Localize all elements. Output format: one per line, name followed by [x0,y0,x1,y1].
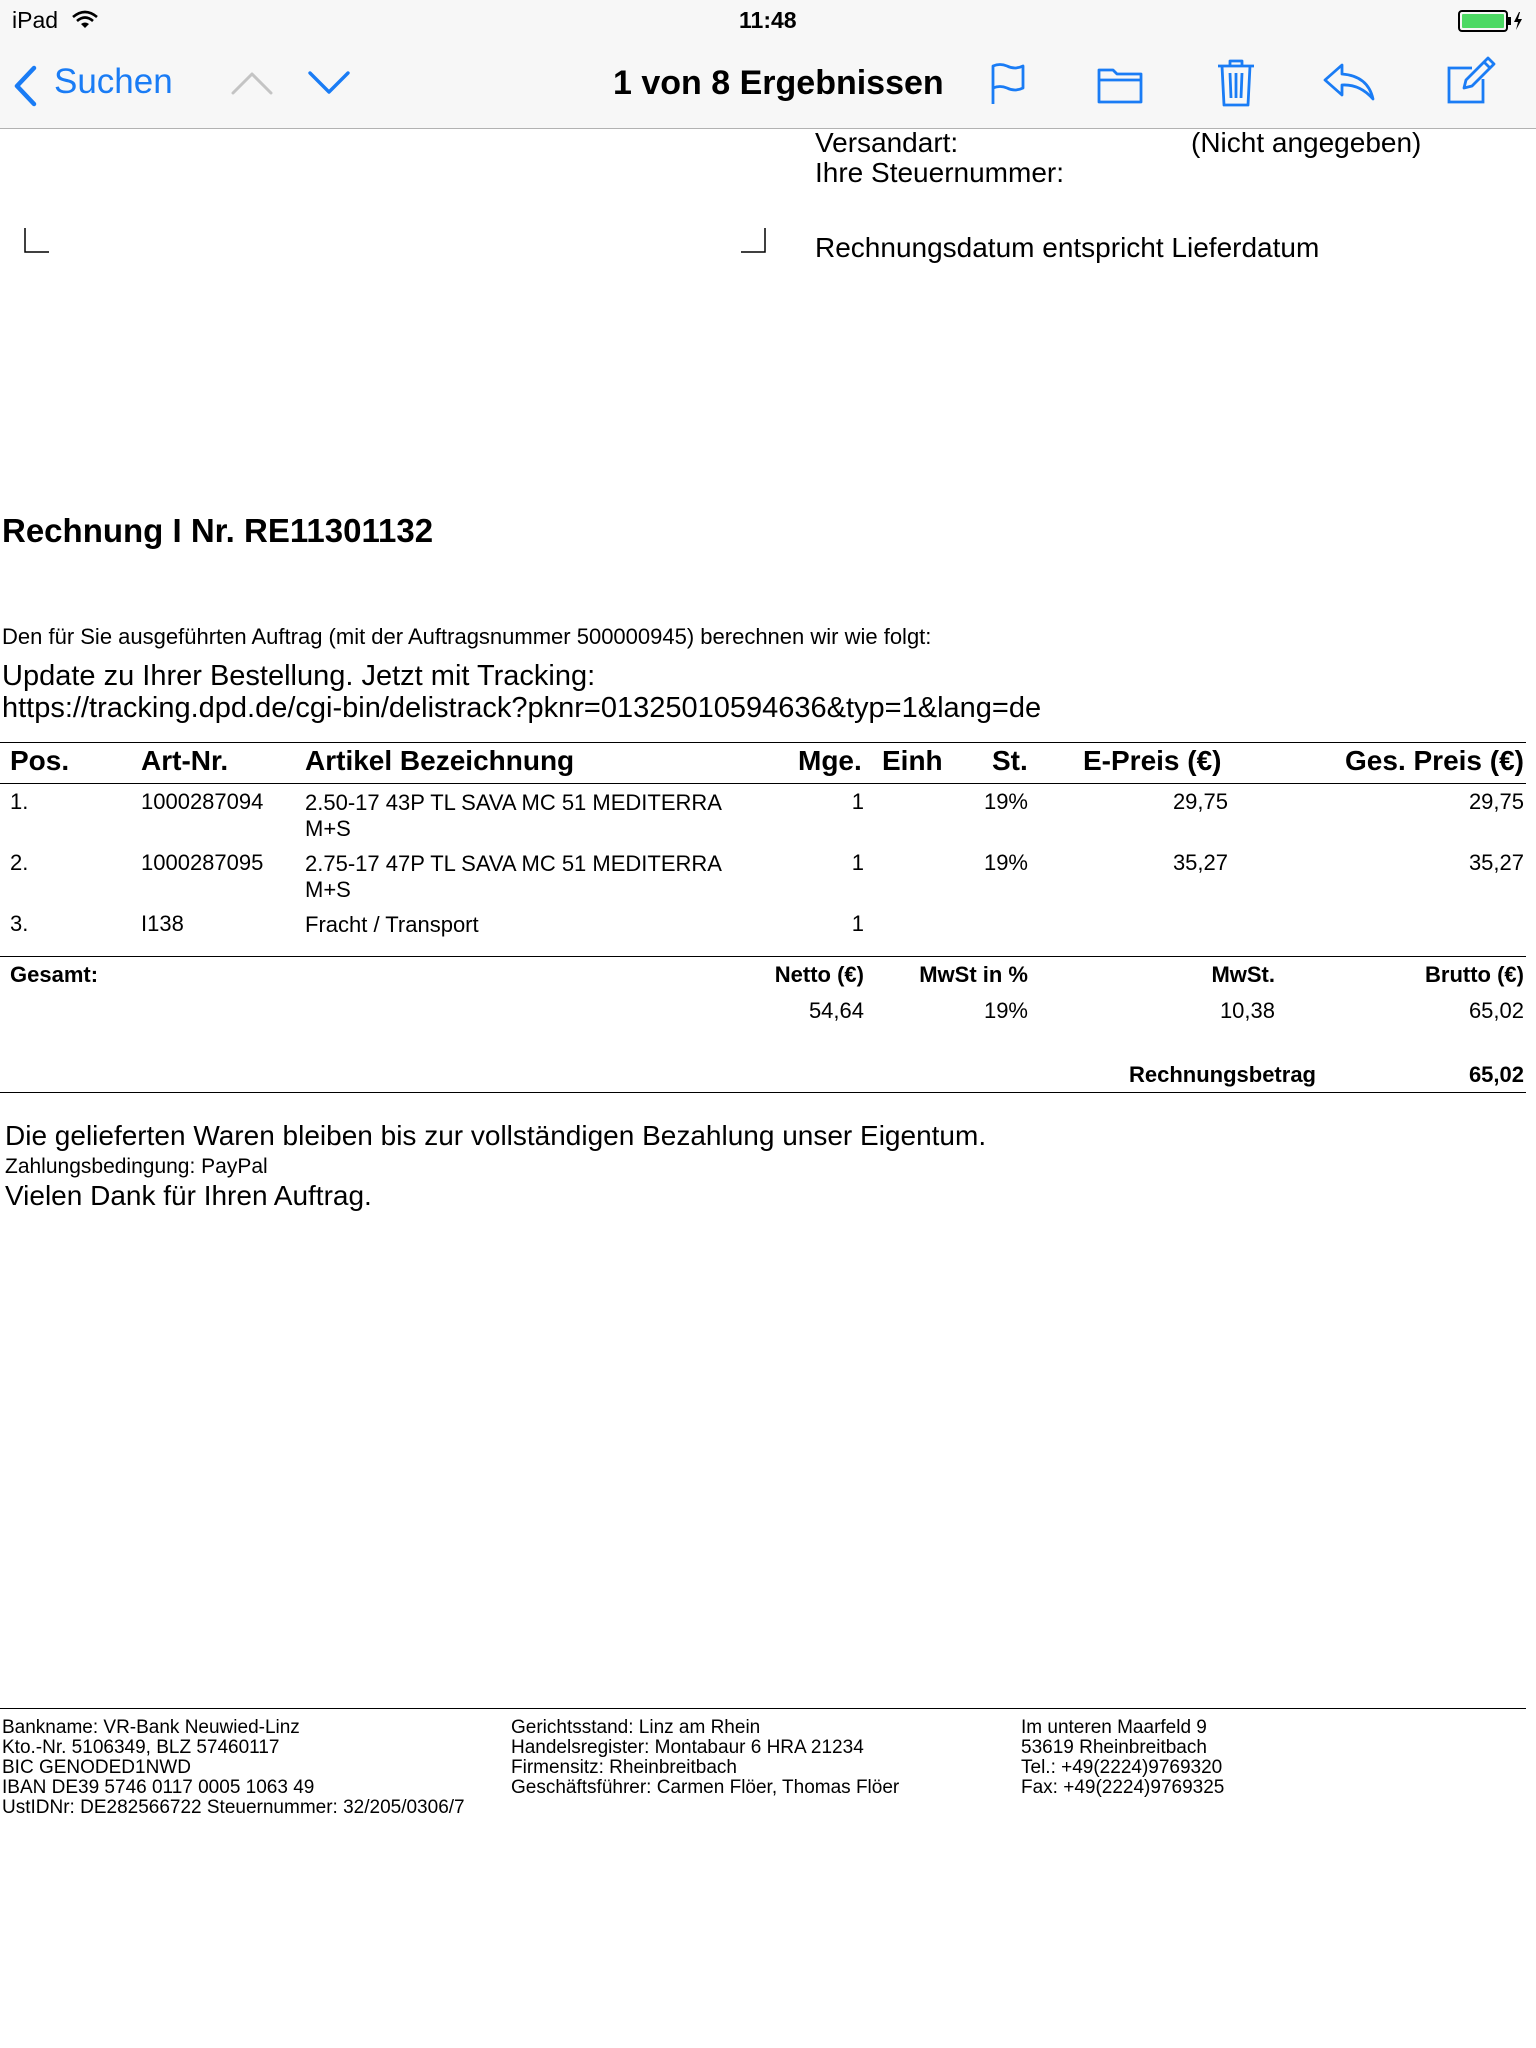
footer-line: Gerichtsstand: Linz am Rhein [511,1717,761,1738]
back-label: Suchen [54,62,173,101]
gross-label: Brutto (€) [1425,962,1524,987]
footer-line: Kto.-Nr. 5106349, BLZ 57460117 [2,1737,280,1758]
vat-label: MwSt. [1211,962,1275,987]
wifi-icon [72,10,98,30]
row-description: 2.50-17 43P TL SAVA MC 51 MEDITERRA [305,790,722,815]
trash-icon[interactable] [1216,58,1256,108]
row-unit-price: 29,75 [1172,789,1228,814]
footer-line: IBAN DE39 5746 0117 0005 1063 49 [2,1777,315,1798]
gross-value: 65,02 [1468,998,1524,1023]
shipping-value: (Nicht angegeben) [1191,127,1422,158]
clock: 11:48 [739,7,797,33]
row-total-price: 35,27 [1468,850,1524,875]
col-header-description: Artikel Bezeichnung [305,745,575,776]
flag-icon[interactable] [990,62,1026,106]
address-window-corner-icon [740,228,766,254]
col-header-total-price: Ges. Preis (€) [1345,745,1524,776]
footer-line: Fax: +49(2224)9769325 [1021,1777,1225,1798]
row-pos: 2. [10,850,29,875]
chevron-down-icon[interactable] [307,70,351,96]
invoice-intro: Den für Sie ausgeführten Auftrag (mit der Auftragsnummer 500000945) berechnen wir wie folgt: [2,624,932,649]
row-quantity: 1 [851,850,864,875]
battery-icon [1458,10,1524,32]
row-pos: 1. [10,789,29,814]
tracking-link[interactable]: https://tracking.dpd.de/cgi-bin/delistrack?pknr=01325010594636&typ=1&lang=de [2,692,1042,724]
invoice-title: Rechnung I Nr. RE11301132 [2,512,434,549]
navigation-bar [0,0,1536,129]
row-art-nr: 1000287094 [141,789,264,814]
footer-line: Firmensitz: Rheinbreitbach [511,1757,737,1778]
thanks-note: Vielen Dank für Ihren Auftrag. [5,1180,372,1211]
divider [0,956,1526,957]
invoice-amount-value: 65,02 [1468,1062,1524,1087]
results-title: 1 von 8 Ergebnissen [613,64,944,102]
net-label: Netto (€) [774,962,864,987]
row-unit-price: 35,27 [1172,850,1228,875]
row-quantity: 1 [851,911,864,936]
vat-rate-value: 19% [983,998,1028,1023]
footer-bank-details [2,1718,465,1818]
vat-value: 10,38 [1219,998,1275,1023]
row-description: Fracht / Transport [305,912,479,937]
row-pos: 3. [10,911,29,936]
footer-line: Handelsregister: Montabaur 6 HRA 21234 [511,1737,864,1758]
footer-line: Tel.: +49(2224)9769320 [1021,1757,1223,1778]
footer-line: 53619 Rheinbreitbach [1021,1737,1207,1758]
invoice-amount-label: Rechnungsbetrag [1128,1062,1316,1087]
row-total-price: 29,75 [1468,789,1524,814]
footer-line: Im unteren Maarfeld 9 [1021,1717,1207,1738]
reply-icon[interactable] [1322,62,1376,102]
col-header-art-nr: Art-Nr. [141,745,229,776]
row-tax: 19% [983,850,1028,875]
folder-icon[interactable] [1097,64,1143,104]
row-art-nr: 1000287095 [141,850,264,875]
col-header-unit-price: E-Preis (€) [1083,745,1222,776]
compose-icon[interactable] [1446,56,1496,106]
footer-address [1021,1718,1224,1798]
footer-line: Geschäftsführer: Carmen Flöer, Thomas Flöer [511,1777,900,1798]
col-header-pos: Pos. [10,745,70,776]
row-description-cont: M+S [305,816,351,841]
footer-line: UstIDNr: DE282566722 Steuernummer: 32/205/0306/7 [2,1797,465,1818]
vat-rate-label: MwSt in % [919,962,1028,987]
net-value: 54,64 [808,998,864,1023]
footer-company-details [511,1718,899,1798]
divider [0,1092,1526,1093]
row-tax: 19% [983,789,1028,814]
address-window-corner-icon [24,228,50,254]
footer-divider [0,1708,1526,1709]
row-description-cont: M+S [305,877,351,902]
date-note: Rechnungsdatum entspricht Lieferdatum [815,232,1320,263]
col-header-unit: Einh [882,745,943,776]
chevron-up-icon[interactable] [230,70,274,96]
footer-line: BIC GENODED1NWD [2,1757,191,1778]
row-description: 2.75-17 47P TL SAVA MC 51 MEDITERRA [305,851,722,876]
chevron-left-icon [12,65,38,107]
tax-number-label: Ihre Steuernummer: [815,157,1064,188]
col-header-tax: St. [992,745,1028,776]
ownership-note: Die gelieferten Waren bleiben bis zur vollständigen Bezahlung unser Eigentum. [5,1120,987,1151]
shipping-label: Versandart: [815,127,959,158]
device-label: iPad [12,7,59,33]
footer-line: Bankname: VR-Bank Neuwied-Linz [2,1717,300,1738]
total-label: Gesamt: [10,962,99,987]
tracking-text: Update zu Ihrer Bestellung. Jetzt mit Tracking: [2,660,596,692]
row-quantity: 1 [851,789,864,814]
row-art-nr: I138 [141,911,184,936]
col-header-quantity: Mge. [798,745,862,776]
table-header-row [0,742,1526,784]
payment-terms: Zahlungsbedingung: PayPal [5,1155,268,1178]
